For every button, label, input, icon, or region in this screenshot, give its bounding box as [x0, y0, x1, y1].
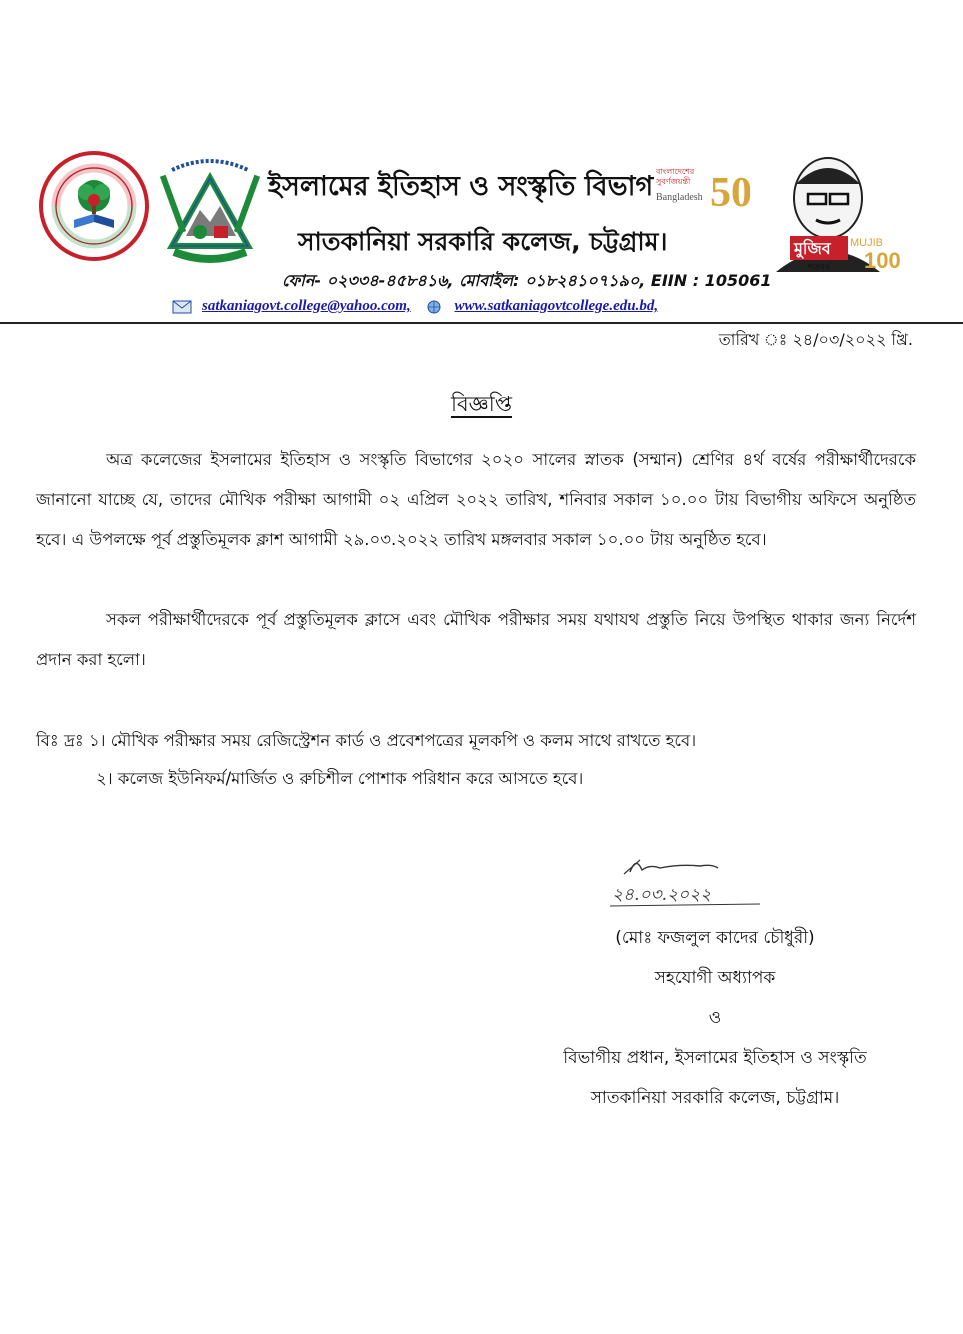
- signatory-conjunction: ও: [708, 1008, 722, 1028]
- note-item-1: বিঃ দ্রঃ ১। মৌখিক পরীক্ষার সময় রেজিস্ট্রেশন কার্ড ও প্রবেশপত্রের মূলকপি ও কলম সাথে রাখতে হবে।: [36, 731, 697, 750]
- note-item-2: ২। কলেজ ইউনিফর্ম/মার্জিত ও রুচিশীল পোশাক পরিধান করে আসতে হবে।: [96, 769, 584, 788]
- svg-text:50: 50: [710, 170, 750, 216]
- signatory-name: (মোঃ ফজলুল কাদের চৌধুরী): [615, 928, 815, 948]
- campaign-logo: [38, 150, 150, 262]
- svg-text:সুবর্ণজয়ন্তী: সুবর্ণজয়ন্তী: [656, 177, 691, 186]
- notice-date: তারিখ ঃ ২৪/০৩/২০২২ খ্রি.: [718, 330, 913, 349]
- svg-text:MUJIB: MUJIB: [850, 237, 883, 249]
- college-logo: [160, 148, 260, 268]
- college-title: সাতকানিয়া সরকারি কলেজ, চট্টগ্রাম।: [298, 227, 668, 256]
- notice-paragraph-1: অত্র কলেজের ইসলামের ইতিহাস ও সংস্কৃতি বিভাগের ২০২০ সালের স্নাতক (সম্মান) শ্রেণির ৪র্থ বর্ষের পরীক্ষার্থীদেরকে জানানো যাচ্ছে যে, তাদের মৌখিক পরীক্ষা আগামী ০২ এপ্রিল ২০২২ তারিখ, শনিবার সকাল ১০.০০ টায় বিভাগীয় অফিসে অনুষ্ঠিত হবে। এ উপলক্ষে পূর্ব প্রস্তুতিমূলক ক্লাশ আগামী ২৯.০৩.২০২২ তারিখ মঙ্গলবার সকাল ১০.০০ টায় অনুষ্ঠিত হবে।: [36, 450, 916, 549]
- bangladesh-50-badge: [652, 158, 750, 224]
- svg-text:100: 100: [864, 248, 901, 272]
- handwritten-signature: [600, 850, 770, 910]
- svg-text:বাংলাদেশের: বাংলাদেশের: [656, 167, 695, 176]
- svg-text:শতবর্ষ: শতবর্ষ: [808, 263, 831, 272]
- signature-date: ২৪.০৩.২০২২: [612, 885, 712, 905]
- notice-paragraph-2: সকল পরীক্ষার্থীদেরকে পূর্ব প্রস্তুতিমূলক ক্লাসে এবং মৌখিক পরীক্ষার সময় যথাযথ প্রস্তুতি নিয়ে উপস্থিত থাকার জন্য নির্দেশ প্রদান করা হলো।: [36, 610, 916, 669]
- header-divider: [0, 322, 963, 324]
- department-title: ইসলামের ইতিহাস ও সংস্কৃতি বিভাগ: [268, 171, 654, 202]
- signature-block: [480, 918, 950, 1118]
- signatory-role: বিভাগীয় প্রধান, ইসলামের ইতিহাস ও সংস্কৃতি: [563, 1048, 867, 1068]
- svg-text:Bangladesh: Bangladesh: [656, 192, 703, 203]
- globe-icon: [424, 300, 444, 314]
- email-link[interactable]: satkaniagovt.college@yahoo.com,: [202, 298, 411, 314]
- signatory-designation: সহযোগী অধ্যাপক: [654, 968, 776, 988]
- website-link[interactable]: www.satkaniagovtcollege.edu.bd,: [454, 298, 659, 314]
- notice-heading: [0, 388, 963, 423]
- email-icon: [172, 300, 192, 314]
- svg-text:মুজিব: মুজিব: [794, 239, 831, 258]
- contact-line: ফোন- ০২৩৩৪-৪৫৮৪১৬, মোবাইল: ০১৮২৪১০৭১৯০, EIIN : 105061: [282, 271, 772, 290]
- signatory-institution: সাতকানিয়া সরকারি কলেজ, চট্টগ্রাম।: [590, 1088, 840, 1108]
- mujib-100-emblem: [756, 154, 926, 272]
- email-web-row: [172, 298, 658, 315]
- notice-title: বিজ্ঞপ্তি: [450, 392, 513, 416]
